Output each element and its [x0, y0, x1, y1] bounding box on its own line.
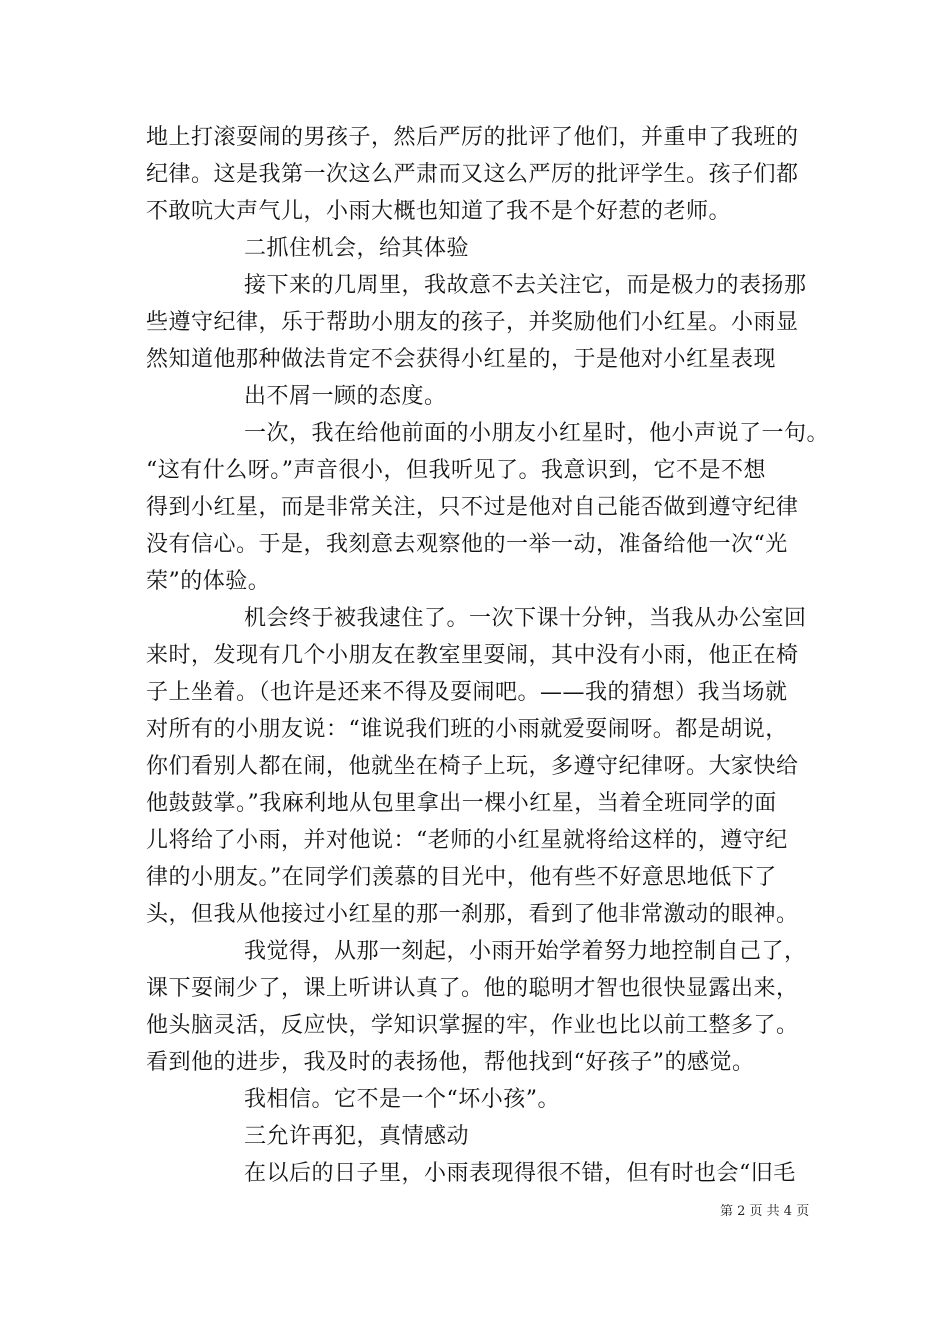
section-heading: 二抓住机会，给其体验 — [244, 236, 470, 261]
text-line: 接下来的几周里，我故意不去关注它，而是极力的表扬那 — [244, 273, 807, 298]
text-line: 得到小红星，而是非常关注，只不过是他对自己能否做到遵守纪律 — [146, 495, 799, 520]
text-line: 荣”的体验。 — [146, 569, 271, 594]
text-line: 你们看别人都在闹，他就坐在椅子上玩，多遵守纪律呀。大家快给 — [146, 754, 799, 779]
text-line: 儿将给了小雨，并对他说：“老师的小红星就将给这样的，遵守纪 — [146, 828, 788, 853]
text-line: 他头脑灵活，反应快，学知识掌握的牢，作业也比以前工整多了。 — [146, 1013, 799, 1038]
text-line: 我相信。它不是一个“坏小孩”。 — [244, 1087, 560, 1112]
text-line: 在以后的日子里，小雨表现得很不错，但有时也会“旧毛 — [244, 1161, 796, 1186]
text-line: 一次，我在给他前面的小朋友小红星时，他小声说了一句。 — [244, 421, 830, 446]
text-line: 他鼓鼓掌。”我麻利地从包里拿出一棵小红星，当着全班同学的面 — [146, 791, 777, 816]
text-line: 头，但我从他接过小红星的那一刹那，看到了他非常激动的眼神。 — [146, 902, 799, 927]
text-line: 我觉得，从那一刻起，小雨开始学着努力地控制自己了， — [244, 939, 807, 964]
text-line: “这有什么呀。”声音很小，但我听见了。我意识到，它不是不想 — [146, 458, 766, 483]
text-line: 些遵守纪律，乐于帮助小朋友的孩子，并奖励他们小红星。小雨显 — [146, 310, 799, 335]
text-line: 子上坐着。（也许是还来不得及耍闹吧。——我的猜想）我当场就 — [146, 680, 788, 705]
text-line: 不敢吭大声气儿，小雨大概也知道了我不是个好惹的老师。 — [146, 199, 732, 224]
text-line: 律的小朋友。”在同学们羡慕的目光中，他有些不好意思地低下了 — [146, 865, 777, 890]
text-line: 看到他的进步，我及时的表扬他，帮他找到“好孩子”的感觉。 — [146, 1050, 755, 1075]
text-line: 机会终于被我逮住了。一次下课十分钟，当我从办公室回 — [244, 606, 807, 631]
text-line: 没有信心。于是，我刻意去观察他的一举一动，准备给他一次“光 — [146, 532, 788, 557]
section-heading: 三允许再犯，真情感动 — [244, 1124, 470, 1149]
text-line: 然知道他那种做法肯定不会获得小红星的，于是他对小红星表现 — [146, 347, 777, 372]
text-line: 出不屑一顾的态度。 — [244, 384, 447, 409]
text-line: 纪律。这是我第一次这么严肃而又这么严厉的批评学生。孩子们都 — [146, 162, 799, 187]
text-line: 地上打滚耍闹的男孩子，然后严厉的批评了他们，并重申了我班的 — [146, 125, 799, 150]
text-line: 课下耍闹少了，课上听讲认真了。他的聪明才智也很快显露出来， — [146, 976, 799, 1001]
text-line: 对所有的小朋友说：“谁说我们班的小雨就爱耍闹呀。都是胡说， — [146, 717, 788, 742]
text-line: 来时，发现有几个小朋友在教室里耍闹，其中没有小雨，他正在椅 — [146, 643, 799, 668]
page-number-footer: 第 2 页 共 4 页 — [720, 1204, 810, 1219]
